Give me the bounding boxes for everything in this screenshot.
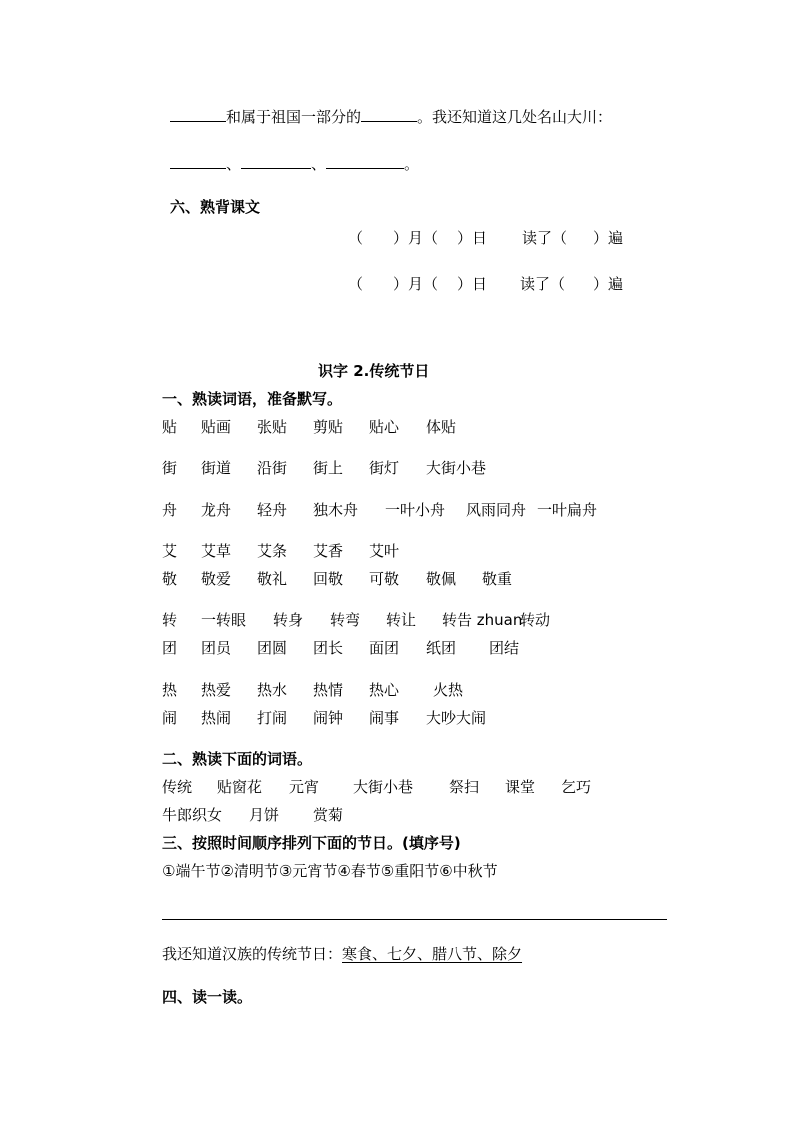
word: 贴窗花 [217, 778, 263, 796]
recite-open: （ [348, 229, 364, 247]
recite-times: ）遍 [593, 275, 624, 293]
known-answer: 寒食、七夕、腊八节、除夕 [342, 945, 523, 963]
word: 面团 [369, 639, 400, 657]
word: 大街小巷 [426, 459, 487, 477]
word: 街道 [201, 459, 232, 477]
known-label: 我还知道汉族的传统节日： [162, 945, 343, 963]
recite-day: ）日 [457, 229, 488, 247]
word: 团 [162, 639, 178, 657]
word: 剪贴 [313, 418, 344, 436]
word: 街 [162, 459, 178, 477]
fill-line-1 [170, 107, 612, 127]
word: 贴心 [369, 418, 400, 436]
word: 艾叶 [369, 542, 400, 560]
recite-open: （ [348, 275, 364, 293]
recite-times: ）遍 [593, 229, 624, 247]
word: 转告 zhuan [442, 611, 523, 629]
word: 艾 [162, 542, 178, 560]
word: 敬礼 [257, 570, 288, 588]
word: 艾香 [313, 542, 344, 560]
word: 大街小巷 [353, 778, 414, 796]
word: 传统 [162, 778, 193, 796]
word: 回敬 [313, 570, 344, 588]
blank[interactable] [241, 154, 311, 169]
word: 火热 [433, 681, 464, 699]
word: 牛郎织女 [162, 806, 223, 824]
line-text: 和属于祖国一部分的 [226, 108, 362, 126]
recite-day: ）日 [457, 275, 488, 293]
word: 敬爱 [201, 570, 232, 588]
word: 课堂 [505, 778, 536, 796]
word: 闹 [162, 709, 178, 727]
word: 一叶扁舟 [537, 501, 598, 519]
word: 热 [162, 681, 178, 699]
word: 街上 [313, 459, 344, 477]
word: 艾条 [257, 542, 288, 560]
word: 纸团 [426, 639, 457, 657]
word: 转 [162, 611, 178, 629]
word: 月饼 [249, 806, 280, 824]
word: 敬佩 [426, 570, 457, 588]
word: 风雨同舟 [466, 501, 527, 519]
word: 独木舟 [313, 501, 359, 519]
word: 轻舟 [257, 501, 288, 519]
word: 一叶小舟 [385, 501, 446, 519]
word: 热心 [369, 681, 400, 699]
word: 打闹 [257, 709, 288, 727]
blank[interactable] [170, 154, 226, 169]
section3-title: 三、按照时间顺序排列下面的节日。(填序号) [162, 834, 461, 852]
blank[interactable] [326, 154, 404, 169]
separator: 、 [226, 155, 242, 173]
known-festivals [162, 944, 522, 964]
word: 转身 [273, 611, 304, 629]
word: 张贴 [257, 418, 288, 436]
word: 体贴 [426, 418, 457, 436]
word: 街灯 [369, 459, 400, 477]
word: 热情 [313, 681, 344, 699]
recite-month: ）月（ [393, 275, 439, 293]
section2-title: 二、熟读下面的词语。 [162, 750, 313, 768]
word: 闹钟 [313, 709, 344, 727]
word: 元宵 [289, 778, 320, 796]
word: 敬 [162, 570, 178, 588]
word: 转让 [386, 611, 417, 629]
section6-title: 六、熟背课文 [170, 198, 261, 216]
word: 团圆 [257, 639, 288, 657]
blank[interactable] [361, 107, 417, 122]
recite-read: 读了（ [520, 275, 566, 293]
blank[interactable] [170, 107, 226, 122]
section1-title: 一、熟读词语，准备默写。 [162, 390, 343, 408]
lesson-title: 识字 2.传统节日 [318, 362, 430, 380]
word: 沿街 [257, 459, 288, 477]
word: 热爱 [201, 681, 232, 699]
word: 一转眼 [201, 611, 247, 629]
word: 转弯 [330, 611, 361, 629]
fill-line-2 [170, 154, 419, 174]
word: 艾草 [201, 542, 232, 560]
word: 赏菊 [313, 806, 344, 824]
word: 大吵大闹 [426, 709, 487, 727]
recite-read: 读了（ [522, 229, 568, 247]
line-text: 。我还知道这几处名山大川： [417, 108, 613, 126]
word: 团员 [201, 639, 232, 657]
word: 热闹 [201, 709, 232, 727]
word: 祭扫 [449, 778, 480, 796]
word: 转动 [520, 611, 551, 629]
word: 可敬 [369, 570, 400, 588]
word: 闹事 [369, 709, 400, 727]
answer-line[interactable] [162, 919, 667, 920]
word: 贴画 [201, 418, 232, 436]
word: 舟 [162, 501, 178, 519]
word: 团长 [313, 639, 344, 657]
word: 贴 [162, 418, 178, 436]
word: 龙舟 [201, 501, 232, 519]
word: 敬重 [482, 570, 513, 588]
separator: 。 [404, 155, 420, 173]
word: 团结 [489, 639, 520, 657]
section4-title: 四、读一读。 [162, 988, 253, 1006]
word: 乞巧 [561, 778, 592, 796]
word: 热水 [257, 681, 288, 699]
separator: 、 [311, 155, 327, 173]
recite-month: ）月（ [393, 229, 439, 247]
festival-list: ①端午节②清明节③元宵节④春节⑤重阳节⑥中秋节 [162, 862, 498, 880]
